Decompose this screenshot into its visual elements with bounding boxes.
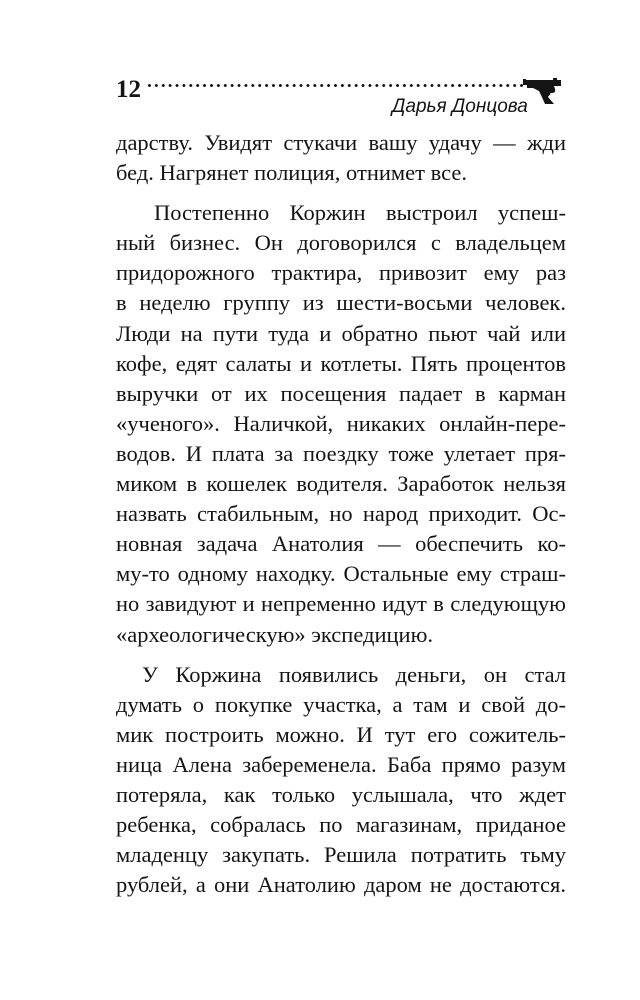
text-line: ница Алена забеременела. Баба прямо разум (116, 751, 566, 777)
text-line: думать о покупке участка, а там и свой до- (116, 691, 566, 717)
text-line: новная задача Анатолия — обеспечить ко- (116, 531, 566, 557)
paragraph (116, 660, 566, 901)
text-line: ный бизнес. Он договорился с владельцем (116, 230, 566, 256)
page-header (0, 0, 640, 120)
text-line: младенцу закупать. Решила потратить тьму (116, 842, 566, 868)
paragraph (116, 198, 566, 649)
text-line: дарству. Увидят стукачи вашу удачу — жди (116, 130, 566, 155)
text-line: Люди на пути туда и обратно пьют чай или (116, 320, 566, 346)
text-line: придорожного трактира, привозит ему раз (116, 260, 566, 286)
text-line: рублей, а они Анатолию даром не достаются. (116, 872, 566, 898)
text-line: назвать стабильным, но народ приходит. Ос- (116, 501, 566, 527)
revolver-icon (523, 74, 567, 106)
text-line: «ученого». Наличкой, никаких онлайн-пере- (116, 410, 566, 436)
text-line: кофе, едят салаты и котлеты. Пять процентов (116, 350, 566, 376)
text-line: му-то одному находку. Остальные ему страш- (116, 561, 566, 587)
text-line: выручки от их посещения падает в карман (116, 380, 566, 406)
page-number: 12 (116, 76, 141, 103)
text-line: потеряла, как только услышала, что ждет (116, 781, 566, 807)
dotted-rule (146, 84, 530, 87)
text-line: мик построить можно. И тут его сожитель- (116, 721, 566, 747)
text-line: миком в кошелек водителя. Заработок нельзя (116, 471, 566, 497)
text-line: У Коржина появились деньги, он стал (142, 661, 566, 687)
text-line: водов. И плата за поездку тоже улетает пря- (116, 440, 566, 466)
body-text (116, 128, 566, 900)
author-name: Дарья Донцова (392, 96, 528, 117)
text-line: в неделю группу из шести-восьми человек. (116, 290, 566, 316)
text-line: Постепенно Коржин выстроил успеш- (154, 200, 566, 226)
text-line: ребенка, собралась по магазинам, приданое (116, 812, 566, 838)
paragraph (116, 128, 566, 188)
text-line: но завидуют и непременно идут в следующую (116, 591, 566, 617)
text-line: бед. Нагрянет полиция, отнимет все. (116, 160, 467, 186)
text-line: «археологическую» экспедицию. (116, 621, 434, 647)
